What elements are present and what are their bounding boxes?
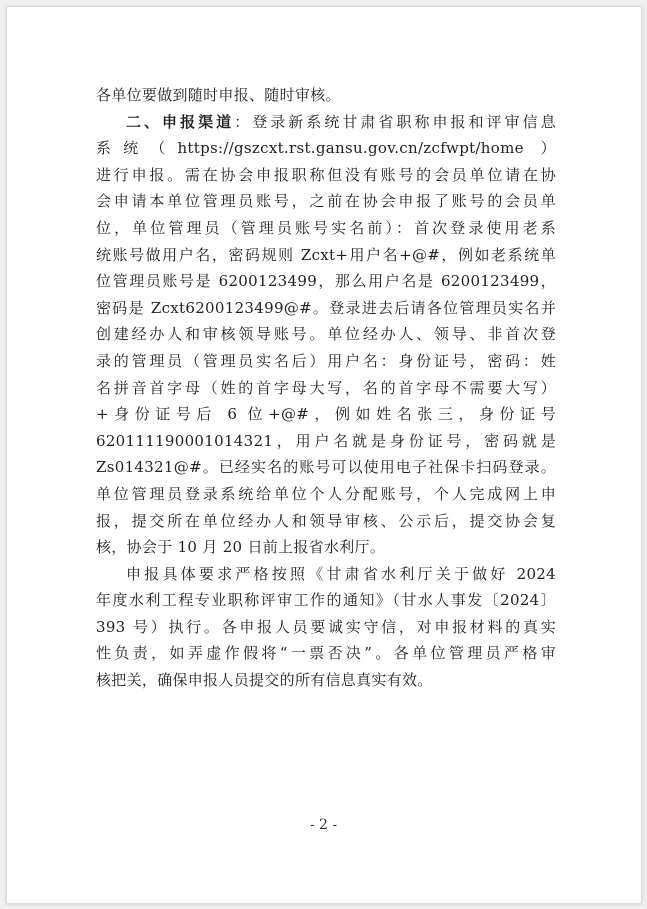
text-line: 创建经办人和审核领导账号。单位经办人、领导、非首次登: [96, 325, 556, 344]
text-line: 名拼音首字母（姓的首字母大写，名的首字母不需要大写）: [96, 378, 556, 397]
text-line: 核把关，确保申报人员提交的所有信息真实有效。: [96, 671, 433, 690]
text-line: 位，单位管理员（管理员账号实名前）：首次登录使用老系: [96, 218, 556, 237]
text-line: 年度水利工程专业职称评审工作的通知》（甘水人事发〔2024〕: [96, 591, 556, 610]
text-line: 进行申报。需在协会申报职称但没有账号的会员单位请在协: [96, 165, 556, 184]
heading-colon: ：: [234, 112, 253, 131]
text-line: 录的管理员（管理员实名后）用户名：身份证号，密码：姓: [96, 351, 556, 370]
page-number: - 2 -: [309, 817, 338, 833]
section-heading-line: [96, 109, 556, 136]
text-line: Zs014321@#。已经实名的账号可以使用电子社保卡扫码登录。: [96, 458, 556, 477]
document-body: [96, 82, 556, 694]
text-line: +身份证号后 6 位+@#，例如姓名张三，身份证号: [96, 405, 556, 424]
text-line: 报，提交所在单位经办人和领导审核、公示后，提交协会复: [96, 511, 556, 530]
text-line: 单位管理员登录系统给单位个人分配账号，个人完成网上申: [96, 484, 556, 503]
text-line: 统账号做用户名，密码规则 Zcxt+用户名+@#，例如老系统单: [96, 245, 556, 264]
text-line: 密码是 Zcxt6200123499@#。登录进去后请各位管理员实名并: [96, 298, 556, 317]
section-heading: 二、申报渠道: [126, 112, 235, 131]
text-line: 位管理员账号是 6200123499，那么用户名是 6200123499，: [96, 272, 556, 291]
text-line: 系统（https://gszcxt.rst.gansu.gov.cn/zcfwpt/home ）: [96, 139, 556, 158]
text-line: 性负责，如弄虚作假将“一票否决”。各单位管理员严格审: [96, 644, 556, 663]
text-line: 各单位要做到随时申报、随时审核。: [96, 86, 341, 104]
text-line: 核，协会于 10 月 20 日前上报省水利厅。: [96, 538, 386, 557]
text-line: 会申请本单位管理员账号，之前在协会申报了账号的会员单: [96, 192, 556, 211]
text-line: 620111190001014321，用户名就是身份证号，密码就是: [96, 431, 556, 450]
text-line: 申报具体要求严格按照《甘肃省水利厅关于做好 2024: [126, 564, 556, 583]
text-line: 393 号）执行。各申报人员要诚实守信，对申报材料的真实: [96, 617, 556, 636]
text-line: 登录新系统甘肃省职称申报和评审信息: [252, 112, 556, 131]
